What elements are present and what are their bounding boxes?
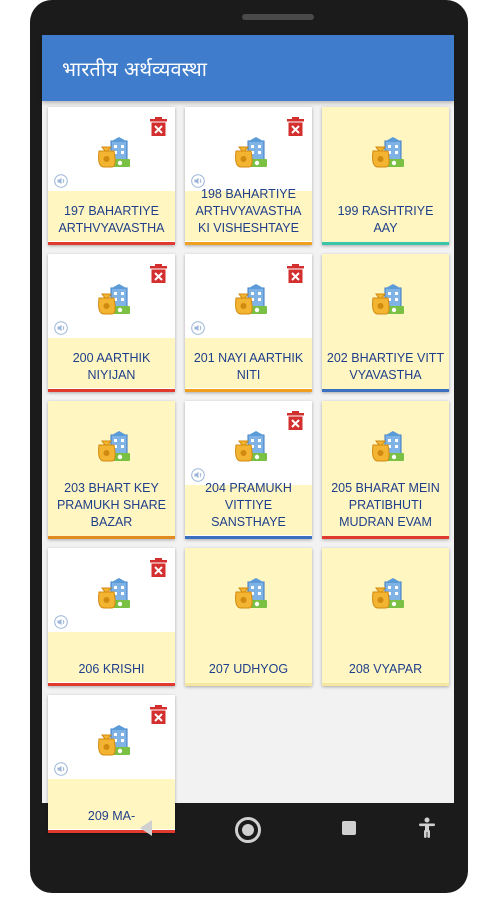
money-bag-building-icon	[232, 431, 268, 463]
android-nav-bar	[42, 803, 454, 855]
recents-icon[interactable]	[342, 821, 356, 835]
tile-underline	[322, 242, 449, 245]
speaker-icon[interactable]	[54, 320, 68, 334]
app-screen	[42, 35, 454, 823]
money-bag-building-icon	[369, 284, 405, 316]
home-icon[interactable]	[235, 817, 261, 843]
topic-tile[interactable]	[322, 107, 449, 245]
speaker-icon[interactable]	[191, 320, 205, 334]
money-bag-building-icon	[95, 431, 131, 463]
tile-label: 206 KRISHI	[78, 662, 145, 676]
topic-tile[interactable]	[48, 548, 175, 686]
accessibility-icon[interactable]	[418, 817, 436, 839]
topic-tile[interactable]	[185, 548, 312, 686]
tile-label: 199 RASHTRIYE AAY	[337, 204, 434, 235]
money-bag-building-icon	[95, 578, 131, 610]
back-icon[interactable]	[138, 819, 154, 837]
tile-label: 204 PRAMUKH VITTIYE SANSTHAYE	[205, 481, 292, 529]
delete-icon[interactable]	[150, 558, 167, 577]
topic-tile[interactable]	[185, 254, 312, 392]
topic-tile[interactable]	[185, 401, 312, 539]
tile-label: 200 AARTHIK NIYIJAN	[72, 351, 151, 382]
tile-underline	[322, 536, 449, 539]
speaker-icon[interactable]	[54, 761, 68, 775]
money-bag-building-icon	[232, 578, 268, 610]
tile-label: 202 BHARTIYE VITT VYAVASTHA	[326, 351, 445, 382]
tile-label: 201 NAYI AARTHIK NITI	[193, 351, 304, 382]
tile-underline	[48, 683, 175, 686]
speaker-icon[interactable]	[54, 614, 68, 628]
tile-underline	[48, 536, 175, 539]
tile-underline	[48, 242, 175, 245]
money-bag-building-icon	[95, 137, 131, 169]
delete-icon[interactable]	[150, 264, 167, 283]
tile-label: 208 VYAPAR	[348, 662, 423, 676]
tile-underline	[185, 389, 312, 392]
tile-label: 198 BAHARTIYE ARTHVYAVASTHA KI VISHESHTAYE	[195, 187, 302, 235]
tile-underline	[322, 389, 449, 392]
topic-grid	[42, 101, 454, 823]
delete-icon[interactable]	[287, 411, 304, 430]
tile-underline	[185, 536, 312, 539]
money-bag-building-icon	[95, 725, 131, 757]
tile-underline	[185, 242, 312, 245]
speaker-icon[interactable]	[191, 467, 205, 481]
tile-label: 203 BHART KEY PRAMUKH SHARE BAZAR	[56, 481, 167, 529]
tile-underline	[48, 389, 175, 392]
tile-underline	[322, 683, 449, 686]
app-bar	[42, 35, 454, 101]
money-bag-building-icon	[369, 578, 405, 610]
topic-tile[interactable]	[322, 401, 449, 539]
topic-tile[interactable]	[48, 401, 175, 539]
delete-icon[interactable]	[287, 264, 304, 283]
topic-tile[interactable]	[322, 254, 449, 392]
tile-label: 207 UDHYOG	[208, 662, 289, 676]
topic-tile[interactable]	[48, 107, 175, 245]
money-bag-building-icon	[232, 284, 268, 316]
speaker-icon[interactable]	[191, 173, 205, 187]
tile-label: 205 BHARAT MEIN PRATIBHUTI MUDRAN EVAM	[331, 481, 440, 529]
money-bag-building-icon	[95, 284, 131, 316]
delete-icon[interactable]	[287, 117, 304, 136]
delete-icon[interactable]	[150, 117, 167, 136]
app-title: भारतीय अर्थव्यवस्था	[62, 57, 207, 81]
tile-underline	[185, 683, 312, 686]
topic-tile[interactable]	[185, 107, 312, 245]
money-bag-building-icon	[369, 431, 405, 463]
money-bag-building-icon	[232, 137, 268, 169]
money-bag-building-icon	[369, 137, 405, 169]
speaker-icon[interactable]	[54, 173, 68, 187]
delete-icon[interactable]	[150, 705, 167, 724]
tile-label: 197 BAHARTIYE ARTHVYAVASTHA	[58, 204, 165, 235]
topic-tile[interactable]	[322, 548, 449, 686]
topic-tile[interactable]	[48, 254, 175, 392]
phone-speaker-grille	[242, 14, 314, 20]
tile-label: 209 MA-	[87, 809, 136, 823]
